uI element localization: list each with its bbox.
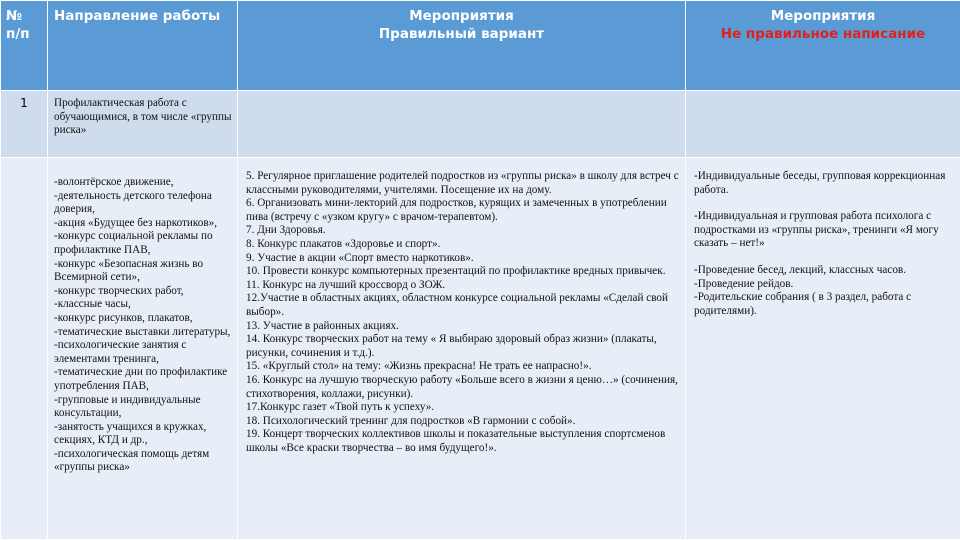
header-wrong-subtitle: Не правильное написание: [720, 26, 926, 42]
list-item: 15. «Круглый стол» на тему: «Жизнь прекрасна! Не трать ее напрасно!».: [246, 360, 592, 373]
list-item: -групповые и индивидуальные консультации,: [54, 393, 201, 420]
header-wrong-title: Мероприятия: [770, 8, 876, 24]
row1-correct-empty: [238, 91, 686, 158]
list-item: 19. Концерт творческих коллективов школы и показательные выступления спортсменов школы «Все краски творчества – во имя будущего!».: [246, 428, 666, 454]
list-item: -психологическая помощь детям «группы риска»: [54, 447, 210, 474]
row1-wrong-empty: [686, 91, 960, 158]
list-item: 6. Организовать мини-лекторий для подростков, курящих и замеченных в употреблении пива (встречу с «узком кругу» с врачом-терапевтом).: [246, 197, 667, 223]
row2-correct-list: [238, 158, 686, 540]
list-item: -занятость учащихся в кружках, секциях, КТД и др.,: [54, 420, 207, 447]
paragraph-gap: [694, 197, 954, 210]
paragraph-gap: [694, 251, 954, 264]
list-item: -конкурс «Безопасная жизнь во Всемирной сети»,: [54, 257, 204, 284]
list-item: -конкурс социальной рекламы по профилактике ПАВ,: [54, 230, 213, 256]
list-item: -Проведение бесед, лекций, классных часов.: [694, 263, 906, 276]
list-item: 7. Дни Здоровья.: [246, 224, 326, 237]
list-item: -деятельность детского телефона доверия,: [54, 189, 212, 216]
row2-wrong-list: [686, 158, 960, 540]
row2-direction-list: [48, 158, 238, 540]
list-item: 16. Конкурс на лучшую творческую работу «Больше всего в жизни я ценю…» (сочинения, стихотворения, коллажи, рисунки).: [246, 373, 678, 400]
list-item: 9. Участие в акции «Спорт вместо наркотиков».: [246, 251, 474, 264]
header-number: № п/п: [1, 1, 48, 91]
header-row: [1, 1, 960, 91]
list-item: -волонтёрское движение,: [54, 176, 174, 188]
list-item: -Проведение рейдов.: [694, 277, 794, 290]
list-item: -тематические дни по профилактике употребления ПАВ,: [54, 366, 228, 392]
list-item: -конкурс творческих работ,: [54, 284, 184, 297]
header-wrong: [686, 1, 960, 91]
row1-number: 1: [1, 91, 48, 158]
header-correct-subtitle: Правильный вариант: [378, 26, 545, 42]
list-item: 17.Конкурс газет «Твой путь к успеху».: [246, 401, 435, 414]
list-item: -тематические выставки литературы,: [54, 325, 231, 338]
table-row: [1, 158, 960, 540]
list-item: 5. Регулярное приглашение родителей подростков из «группы риска» в школу для встреч с классными руководителями, учителями. Посещение их на дому.: [246, 170, 679, 196]
list-item: 10. Провести конкурс компьютерных презентаций по профилактике вредных привычек.: [246, 265, 666, 278]
list-item: -психологические занятия с элементами тренинга,: [54, 339, 187, 365]
list-item: 13. Участие в районных акциях.: [246, 319, 399, 332]
row2-number-empty: [1, 158, 48, 540]
list-item: -конкурс рисунков, плакатов,: [54, 311, 193, 324]
list-item: 12.Участие в областных акциях, областном конкурсе социальной рекламы «Сделай свой выбор».: [246, 292, 669, 318]
table-row: [1, 91, 960, 158]
wrong-paragraph-1: -Индивидуальные беседы, групповая коррекционная работа.: [694, 170, 946, 196]
list-item: 14. Конкурс творческих работ на тему « Я выбираю здоровый образ жизни» (плакаты, рисунки, сочинения и т.д.).: [246, 333, 657, 359]
list-item: -акция «Будущее без наркотиков»,: [54, 216, 218, 229]
header-correct: [238, 1, 686, 91]
header-correct-title: Мероприятия: [409, 8, 514, 24]
header-direction: Направление работы: [48, 1, 238, 91]
row1-direction: Профилактическая работа с обучающимися, в том числе «группы риска»: [48, 91, 238, 158]
wrong-paragraph-2: -Индивидуальная и групповая работа психолога с подростками из «группы риска», тренинги «Я могу сказать – нет!»: [694, 210, 939, 250]
list-item: 18. Психологический тренинг для подростков «В гармонии с собой».: [246, 414, 576, 427]
list-item: 8. Конкурс плакатов «Здоровье и спорт».: [246, 237, 441, 250]
list-item: -классные часы,: [54, 298, 131, 311]
list-item: -Родительские собрания ( в 3 раздел, работа с родителями).: [694, 291, 912, 317]
list-item: 11. Конкурс на лучший кроссворд о ЗОЖ.: [246, 278, 446, 291]
